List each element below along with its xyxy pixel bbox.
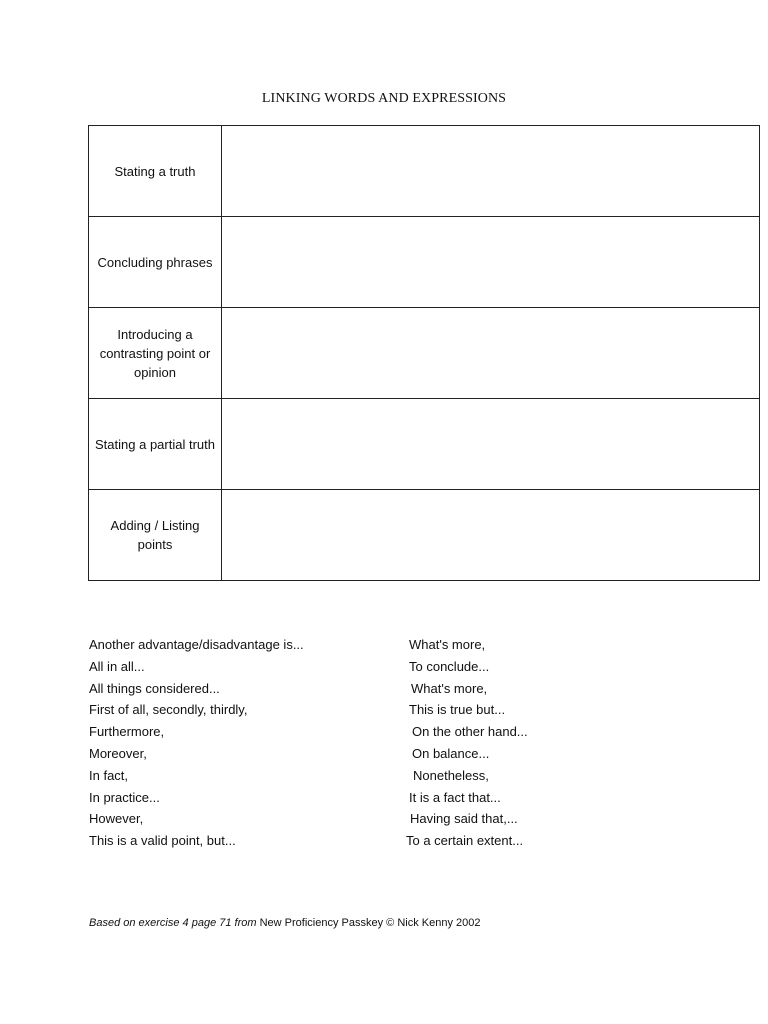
answer-cell-concluding-phrases[interactable] <box>222 217 760 308</box>
source-citation <box>89 917 480 929</box>
table-row <box>89 490 760 581</box>
list-item: Furthermore, <box>89 724 165 740</box>
list-item: Nonetheless, <box>413 767 489 783</box>
list-item: This is true but... <box>409 702 506 718</box>
citation-book: New Proficiency Passkey © Nick Kenny 2002 <box>259 917 481 929</box>
list-item: First of all, secondly, thirdly, <box>89 702 248 718</box>
row-label-partial-truth: Stating a partial truth <box>89 399 222 490</box>
linking-words-table <box>88 125 760 581</box>
list-item: All things considered... <box>89 680 220 696</box>
table-row <box>89 308 760 399</box>
answer-cell-stating-truth[interactable] <box>222 126 760 217</box>
list-item: Moreover, <box>89 745 147 761</box>
row-label-stating-truth: Stating a truth <box>89 126 222 217</box>
list-item: Another advantage/disadvantage is... <box>89 637 304 652</box>
row-label-contrasting-point: Introducing a contrasting point or opinion <box>89 308 222 399</box>
row-label-concluding-phrases: Concluding phrases <box>89 217 222 308</box>
answer-cell-contrasting-point[interactable] <box>222 308 760 399</box>
answer-cell-adding-listing[interactable] <box>222 490 760 581</box>
list-item: On balance... <box>412 745 490 761</box>
table-row <box>89 399 760 490</box>
list-item: This is a valid point, but... <box>89 833 236 849</box>
citation-italic: Based on exercise 4 page 71 from <box>89 917 257 929</box>
list-item: What's more, <box>411 680 488 696</box>
list-item: All in all... <box>89 658 145 674</box>
list-item: On the other hand... <box>412 724 528 740</box>
list-item: However, <box>89 811 144 827</box>
list-item: In fact, <box>89 767 129 783</box>
list-item: To a certain extent... <box>406 833 524 849</box>
phrase-list-left <box>89 634 304 852</box>
phrase-list-right <box>406 634 528 852</box>
table-row <box>89 217 760 308</box>
list-item: To conclude... <box>409 658 490 674</box>
page-title: LINKING WORDS AND EXPRESSIONS <box>261 91 507 106</box>
row-label-adding-listing: Adding / Listing points <box>89 490 222 581</box>
list-item: In practice... <box>89 789 160 805</box>
list-item: What's more, <box>409 637 486 652</box>
list-item: Having said that,... <box>410 811 518 827</box>
table-row <box>89 126 760 217</box>
list-item: It is a fact that... <box>409 789 501 805</box>
answer-cell-partial-truth[interactable] <box>222 399 760 490</box>
